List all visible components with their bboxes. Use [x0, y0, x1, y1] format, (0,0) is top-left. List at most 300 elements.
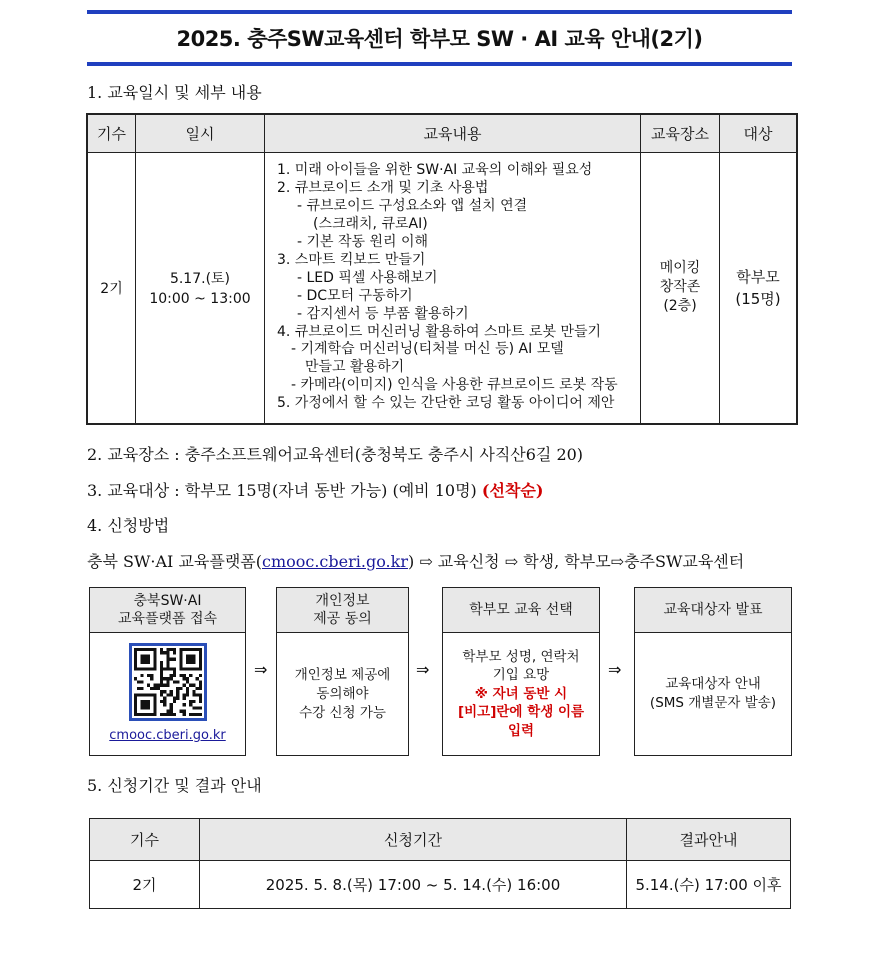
- qr-module: [134, 654, 137, 657]
- qr-module: [198, 654, 201, 657]
- qr-module: [169, 706, 172, 709]
- qr-module: [140, 693, 143, 696]
- qr-module: [192, 661, 195, 664]
- schedule-row: [87, 153, 797, 424]
- qr-module: [159, 671, 162, 674]
- qr-module: [172, 674, 175, 677]
- qr-module: [153, 661, 156, 664]
- step-body-line: 수강 신청 가능: [299, 704, 386, 721]
- qr-module: [189, 703, 192, 706]
- qr-module: [163, 684, 166, 687]
- qr-module: [166, 658, 169, 661]
- qr-module: [189, 658, 192, 661]
- cell-cohort: 2기: [87, 153, 136, 424]
- qr-module: [143, 703, 146, 706]
- qr-module: [166, 654, 169, 657]
- step-head-line: 개인정보: [315, 593, 370, 609]
- platform-link[interactable]: cmooc.cberi.go.kr: [261, 552, 408, 571]
- qr-module: [159, 693, 162, 696]
- cell-content: [265, 153, 641, 424]
- qr-module: [185, 661, 188, 664]
- qr-module: [146, 693, 149, 696]
- step-body: [277, 633, 408, 755]
- cell-cohort: 2기: [90, 861, 200, 909]
- qr-module: [143, 667, 146, 670]
- step-head: [635, 588, 791, 633]
- qr-module: [163, 667, 166, 670]
- qr-module: [143, 706, 146, 709]
- cell-target: [720, 153, 798, 424]
- step-head-line: 충북SW·AI: [133, 593, 202, 609]
- step-arrow: ⇒: [254, 660, 268, 679]
- qr-module: [169, 690, 172, 693]
- step-body: [90, 633, 245, 755]
- qr-module: [146, 713, 149, 716]
- qr-module: [182, 703, 185, 706]
- place-line: 메이킹: [659, 260, 701, 277]
- col-header-datetime: 일시: [136, 114, 265, 153]
- qr-module: [159, 690, 162, 693]
- step-head-line: 제공 동의: [313, 611, 372, 627]
- qr-module: [172, 651, 175, 654]
- qr-module: [176, 687, 179, 690]
- section2-text: 2. 교육장소 : 충주소프트웨어교육센터(충청북도 충주시 사직산6길 20): [87, 445, 584, 464]
- qr-module: [198, 713, 201, 716]
- content-line: - 기계학습 머신러닝(티처블 머신 등) AI 모델: [291, 341, 564, 358]
- cell-datetime: [136, 153, 265, 424]
- qr-module: [166, 677, 169, 680]
- col-header-cohort: 기수: [90, 819, 200, 861]
- qr-module: [182, 684, 185, 687]
- qr-module: [146, 661, 149, 664]
- qr-module: [185, 658, 188, 661]
- qr-module: [185, 654, 188, 657]
- qr-module: [185, 667, 188, 670]
- qr-module: [166, 661, 169, 664]
- qr-module: [198, 697, 201, 700]
- qr-module: [134, 651, 137, 654]
- qr-module: [185, 690, 188, 693]
- qr-module: [140, 658, 143, 661]
- step-box-consent: [276, 587, 409, 756]
- qr-module: [134, 664, 137, 667]
- qr-module: [134, 658, 137, 661]
- qr-module: [150, 648, 153, 651]
- qr-module: [172, 680, 175, 683]
- step-arrow: ⇒: [608, 660, 622, 679]
- place-line: (2층): [663, 298, 697, 315]
- qr-module: [198, 658, 201, 661]
- qr-module: [140, 654, 143, 657]
- qr-module: [189, 674, 192, 677]
- content-line: 3. 스마트 킥보드 만들기: [277, 251, 426, 268]
- place-line: 창작존: [659, 279, 701, 296]
- step-body-line: 교육대상자 안내: [665, 676, 761, 692]
- apply-table: [89, 818, 791, 909]
- content-line: 2. 큐브로이드 소개 및 기초 사용법: [277, 180, 489, 197]
- qr-module: [140, 703, 143, 706]
- step-head: [277, 588, 408, 633]
- qr-module: [137, 713, 140, 716]
- qr-module: [179, 658, 182, 661]
- section5-heading: 5. 신청기간 및 결과 안내: [87, 776, 262, 795]
- qr-module: [134, 710, 137, 713]
- qr-module: [150, 713, 153, 716]
- qr-module: [134, 667, 137, 670]
- qr-module: [166, 710, 169, 713]
- qr-module: [172, 697, 175, 700]
- qr-module: [159, 651, 162, 654]
- qr-module: [140, 674, 143, 677]
- qr-module: [198, 664, 201, 667]
- qr-module: [159, 684, 162, 687]
- cell-period: 2025. 5. 8.(목) 17:00 ~ 5. 14.(수) 16:00: [200, 861, 627, 909]
- step-body: [443, 633, 599, 755]
- qr-module: [134, 706, 137, 709]
- qr-module: [146, 658, 149, 661]
- qr-module: [153, 667, 156, 670]
- apply-flow-text: [87, 549, 744, 572]
- section1-heading: 1. 교육일시 및 세부 내용: [87, 83, 262, 102]
- qr-module: [150, 693, 153, 696]
- col-header-result: 결과안내: [627, 819, 791, 861]
- step-head-line: 학부모 교육 선택: [469, 602, 573, 618]
- qr-module: [198, 674, 201, 677]
- qr-module: [134, 700, 137, 703]
- qr-module: [150, 677, 153, 680]
- qr-module: [134, 677, 137, 680]
- qr-module: [198, 687, 201, 690]
- qr-module: [140, 661, 143, 664]
- step-note-line: [비고]란에 학생 이름: [457, 704, 585, 721]
- qr-module: [179, 651, 182, 654]
- qr-module: [153, 654, 156, 657]
- qr-module: [137, 667, 140, 670]
- qr-module: [156, 684, 159, 687]
- qr-module: [143, 713, 146, 716]
- qr-module: [163, 700, 166, 703]
- qr-module: [143, 693, 146, 696]
- qr-module: [166, 693, 169, 696]
- time-text: 10:00 ~ 13:00: [149, 291, 251, 308]
- qr-module: [198, 700, 201, 703]
- qr-module: [182, 677, 185, 680]
- qr-module: [159, 674, 162, 677]
- qr-module: [198, 661, 201, 664]
- content-line: - 감지센서 등 부품 활용하기: [297, 305, 469, 322]
- qr-module: [134, 697, 137, 700]
- step-note-line: ※ 자녀 동반 시: [474, 685, 568, 702]
- apply-row: [90, 861, 791, 909]
- qr-module: [153, 658, 156, 661]
- qr-module: [192, 693, 195, 696]
- qr-module: [140, 706, 143, 709]
- content-line: - 카메라(이미지) 인식을 사용한 큐브로이드 로봇 작동: [291, 377, 618, 394]
- qr-module: [195, 648, 198, 651]
- qr-module: [182, 713, 185, 716]
- qr-module: [172, 667, 175, 670]
- qr-module: [163, 651, 166, 654]
- qr-module: [159, 677, 162, 680]
- qr-module: [166, 684, 169, 687]
- qr-module: [182, 697, 185, 700]
- qr-module: [192, 684, 195, 687]
- qr-module: [198, 667, 201, 670]
- qr-module: [134, 713, 137, 716]
- qr-module: [159, 680, 162, 683]
- first-come-badge: (선착순): [481, 481, 544, 500]
- qr-module: [192, 667, 195, 670]
- qr-module: [153, 713, 156, 716]
- qr-module: [195, 693, 198, 696]
- qr-module: [146, 703, 149, 706]
- qr-module: [179, 674, 182, 677]
- qr-module: [189, 700, 192, 703]
- step-arrow: ⇒: [416, 660, 430, 679]
- qr-module: [143, 648, 146, 651]
- qr-module: [169, 710, 172, 713]
- qr-module: [150, 674, 153, 677]
- content-line: 만들고 활용하기: [305, 359, 405, 376]
- qr-module: [179, 667, 182, 670]
- qr-module: [143, 658, 146, 661]
- content-line: 4. 큐브로이드 머신러닝 활용하여 스마트 로봇 만들기: [277, 323, 602, 340]
- qr-module: [146, 648, 149, 651]
- qr-module: [172, 671, 175, 674]
- qr-module: [172, 648, 175, 651]
- step-box-platform: [89, 587, 246, 756]
- qr-module: [169, 677, 172, 680]
- apply-header-row: [90, 819, 791, 861]
- title-top-rule: [87, 10, 792, 14]
- content-line: - DC모터 구동하기: [297, 287, 413, 304]
- qr-module: [146, 700, 149, 703]
- qr-module: [163, 697, 166, 700]
- qr-module: [159, 648, 162, 651]
- platform-url-link[interactable]: cmooc.cberi.go.kr: [109, 728, 226, 743]
- qr-module: [189, 661, 192, 664]
- qr-module: [169, 648, 172, 651]
- step-body-line: 동의해야: [316, 685, 369, 702]
- flow-suffix: ) ⇨ 교육신청 ⇨ 학생, 학부모⇨충주SW교육센터: [407, 552, 745, 571]
- qr-module: [176, 690, 179, 693]
- content-line: - LED 픽셀 사용해보기: [297, 269, 438, 286]
- qr-module: [140, 700, 143, 703]
- qr-module: [169, 667, 172, 670]
- col-header-period: 신청기간: [200, 819, 627, 861]
- title-bottom-rule: [87, 62, 792, 66]
- qr-module: [195, 706, 198, 709]
- qr-module: [153, 703, 156, 706]
- qr-module: [146, 654, 149, 657]
- qr-module: [166, 648, 169, 651]
- target-line: 학부모: [736, 267, 780, 286]
- page-title: 2025. 충주SW교육센터 학부모 SW · AI 교육 안내(2기): [176, 27, 703, 51]
- qr-module: [137, 648, 140, 651]
- qr-module: [198, 706, 201, 709]
- qr-module: [150, 687, 153, 690]
- content-line: - 큐브로이드 구성요소와 앱 설치 연결: [297, 198, 528, 215]
- qr-module: [192, 713, 195, 716]
- qr-module: [198, 651, 201, 654]
- qr-module: [134, 693, 137, 696]
- qr-module: [169, 713, 172, 716]
- qr-module: [195, 677, 198, 680]
- qr-module: [140, 648, 143, 651]
- col-header-cohort: 기수: [87, 114, 136, 153]
- qr-module: [198, 680, 201, 683]
- qr-module: [192, 648, 195, 651]
- qr-module: [172, 713, 175, 716]
- section4-heading: 4. 신청방법: [87, 516, 170, 535]
- qr-module: [179, 654, 182, 657]
- qr-module: [189, 667, 192, 670]
- qr-module: [153, 710, 156, 713]
- qr-module: [143, 700, 146, 703]
- qr-module: [166, 713, 169, 716]
- qr-module: [153, 684, 156, 687]
- qr-module: [146, 706, 149, 709]
- qr-module: [134, 703, 137, 706]
- qr-module: [179, 661, 182, 664]
- qr-module: [185, 687, 188, 690]
- step-body: [635, 633, 791, 755]
- qr-module: [137, 687, 140, 690]
- qr-module: [182, 667, 185, 670]
- col-header-content: 교육내용: [265, 114, 641, 153]
- content-line: 1. 미래 아이들을 위한 SW·AI 교육의 이해와 필요성: [277, 162, 593, 179]
- qr-module: [156, 687, 159, 690]
- qr-module: [159, 713, 162, 716]
- qr-module: [182, 693, 185, 696]
- date-text: 5.17.(토): [169, 271, 231, 288]
- qr-module: [189, 654, 192, 657]
- qr-module: [169, 703, 172, 706]
- qr-module: [192, 690, 195, 693]
- qr-module: [166, 651, 169, 654]
- qr-module: [153, 664, 156, 667]
- qr-module: [143, 654, 146, 657]
- qr-module: [195, 667, 198, 670]
- qr-module: [192, 700, 195, 703]
- qr-module: [172, 700, 175, 703]
- qr-module: [140, 667, 143, 670]
- qr-module: [150, 667, 153, 670]
- qr-module: [146, 684, 149, 687]
- qr-module: [163, 677, 166, 680]
- qr-module: [179, 648, 182, 651]
- qr-module: [182, 674, 185, 677]
- schedule-header-row: [87, 114, 797, 153]
- qr-module: [198, 684, 201, 687]
- qr-module: [169, 693, 172, 696]
- qr-module: [176, 680, 179, 683]
- qr-module: [143, 661, 146, 664]
- col-header-place: 교육장소: [641, 114, 720, 153]
- qr-module: [137, 693, 140, 696]
- cell-place: [641, 153, 720, 424]
- qr-module: [176, 697, 179, 700]
- qr-module: [153, 687, 156, 690]
- step-head: [90, 588, 245, 633]
- qr-code-image[interactable]: [129, 643, 207, 721]
- qr-module: [153, 706, 156, 709]
- section3-main: 3. 교육대상 : 학부모 15명(자녀 동반 가능) (예비 10명): [87, 481, 482, 500]
- qr-module: [153, 648, 156, 651]
- qr-module: [182, 648, 185, 651]
- step-box-select: [442, 587, 600, 756]
- qr-module: [192, 658, 195, 661]
- qr-module: [159, 700, 162, 703]
- qr-module: [153, 700, 156, 703]
- qr-module: [134, 661, 137, 664]
- qr-module: [179, 687, 182, 690]
- step-body-line: 개인정보 제공에: [294, 666, 391, 683]
- cell-result: 5.14.(수) 17:00 이후: [627, 861, 791, 909]
- qr-module: [169, 658, 172, 661]
- qr-module: [192, 706, 195, 709]
- col-header-target: 대상: [720, 114, 798, 153]
- step-head-line: 교육대상자 발표: [663, 602, 763, 618]
- qr-module: [140, 713, 143, 716]
- qr-module: [189, 713, 192, 716]
- qr-module: [166, 664, 169, 667]
- qr-module: [166, 667, 169, 670]
- qr-module: [189, 648, 192, 651]
- qr-module: [137, 680, 140, 683]
- qr-module: [179, 710, 182, 713]
- qr-module: [172, 658, 175, 661]
- step-box-announce: [634, 587, 792, 756]
- qr-module: [163, 703, 166, 706]
- qr-module: [176, 693, 179, 696]
- qr-module: [195, 713, 198, 716]
- qr-code-graphic: [134, 648, 202, 716]
- step-body-line: 학부모 성명, 연락처: [462, 648, 580, 665]
- qr-module: [182, 710, 185, 713]
- qr-module: [146, 667, 149, 670]
- qr-module: [140, 687, 143, 690]
- qr-module: [189, 684, 192, 687]
- qr-module: [179, 664, 182, 667]
- qr-module: [169, 674, 172, 677]
- schedule-table: [86, 113, 798, 425]
- qr-module: [185, 677, 188, 680]
- content-line: - 기본 작동 원리 이해: [297, 234, 429, 251]
- target-line: (15명): [735, 289, 781, 308]
- section3-text: [87, 478, 543, 501]
- flow-prefix: 충북 SW·AI 교육플랫폼(: [87, 552, 262, 571]
- step-head-line: 교육플랫폼 접속: [117, 611, 218, 627]
- qr-module: [185, 693, 188, 696]
- qr-module: [195, 687, 198, 690]
- qr-module: [159, 664, 162, 667]
- qr-module: [159, 661, 162, 664]
- step-note-line: 입력: [507, 722, 535, 739]
- qr-module: [146, 674, 149, 677]
- qr-module: [153, 697, 156, 700]
- qr-module: [198, 648, 201, 651]
- qr-module: [185, 680, 188, 683]
- qr-module: [153, 693, 156, 696]
- step-head: [443, 588, 599, 633]
- content-line: (스크래치, 큐로AI): [313, 216, 428, 233]
- step-body-line: 기입 요망: [492, 667, 550, 684]
- qr-module: [153, 651, 156, 654]
- qr-module: [140, 680, 143, 683]
- qr-module: [198, 693, 201, 696]
- qr-module: [163, 690, 166, 693]
